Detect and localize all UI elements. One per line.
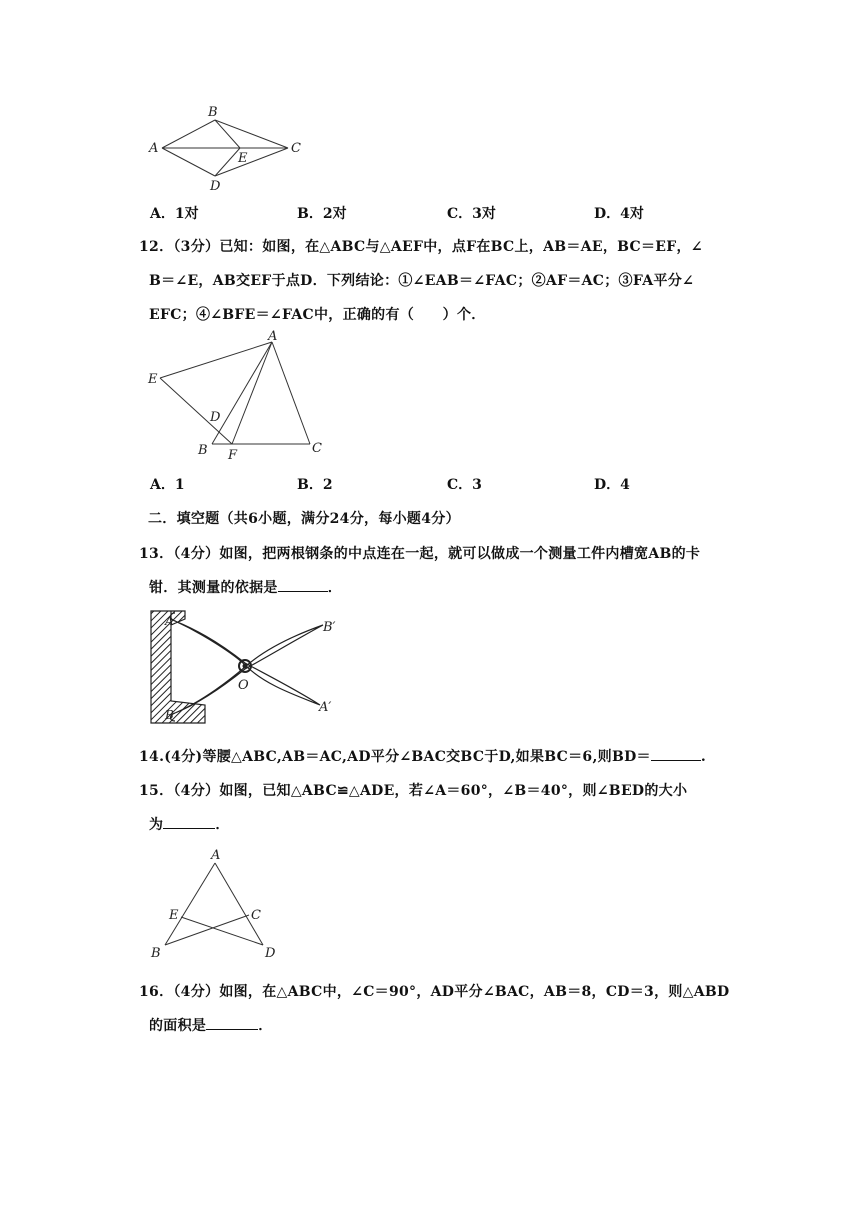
q13-figure	[145, 605, 355, 730]
q11-label-e: E	[238, 151, 248, 166]
q16-line-1: 16．（4分）如图，在△ABC中，∠C＝90°，AD平分∠BAC，AB＝8，CD＝3，则△ABD	[139, 984, 730, 1000]
q13-label-a: A	[165, 614, 174, 628]
q13-line-2-text: 钳．其测量的依据是	[149, 580, 278, 596]
q15-line-2	[149, 814, 230, 834]
q12-label-c: C	[312, 441, 322, 456]
q14-answer-blank[interactable]	[651, 746, 701, 761]
q12-option-b: B．2	[297, 477, 333, 493]
q11-label-d: D	[210, 179, 221, 194]
q12-label-f: F	[228, 448, 238, 463]
q13-label-o: O	[238, 678, 249, 693]
q16-line-2	[149, 1015, 273, 1035]
q11-option-a: A．1对	[150, 206, 199, 222]
q11-label-c: C	[291, 141, 301, 156]
q14-text: 14.(4分)等腰△ABC,AB＝AC,AD平分∠BAC交BC于D,如果BC＝6,则BD＝	[139, 749, 651, 765]
q12-line-1: 12．（3分）已知：如图，在△ABC与△AEF中，点F在BC上，AB＝AE，BC＝EF，∠	[139, 239, 703, 255]
q12-option-d: D．4	[594, 477, 630, 493]
q14-end: .	[700, 749, 706, 765]
q16-answer-blank[interactable]	[206, 1015, 258, 1030]
q16-line-2-text: 的面积是	[149, 1018, 207, 1034]
q11-label-b: B	[208, 105, 218, 120]
q12-label-d: D	[210, 410, 221, 425]
q11-option-b: B．2对	[297, 206, 347, 222]
q15-line-2-end: ．	[215, 817, 230, 833]
q13-answer-blank[interactable]	[278, 577, 328, 592]
q13-line-1: 13．（4分）如图，把两根钢条的中点连在一起，就可以做成一个测量工件内槽宽AB的卡	[139, 546, 701, 562]
q11-option-c: C．3对	[447, 206, 496, 222]
q15-label-a: A	[211, 848, 221, 863]
q11-option-d: D．4对	[594, 206, 644, 222]
q13-line-2	[149, 577, 342, 597]
q12-label-e: E	[148, 372, 158, 387]
q12-line-3: EFC；④∠BFE＝∠FAC中，正确的有（ ）个．	[149, 307, 486, 323]
q11-label-a: A	[149, 141, 159, 156]
q11-figure	[140, 100, 320, 195]
q13-label-b: B	[165, 708, 174, 722]
q16-line-2-end: ．	[258, 1018, 273, 1034]
q15-label-c: C	[251, 908, 261, 923]
q12-option-c: C．3	[447, 477, 482, 493]
q15-line-1: 15．（4分）如图，已知△ABC≌△ADE，若∠A＝60°，∠B＝40°，则∠BED的大小	[139, 783, 688, 799]
q15-label-d: D	[265, 946, 276, 961]
q15-line-2-text: 为	[149, 817, 164, 833]
q15-label-b: B	[151, 946, 161, 961]
q15-label-e: E	[169, 908, 179, 923]
q12-line-2: B＝∠E，AB交EF于点D．下列结论：①∠EAB＝∠FAC；②AF＝AC；③FA平分∠	[149, 273, 695, 289]
q13-line-2-end: ．	[327, 580, 343, 596]
q14-line	[139, 746, 706, 766]
q12-label-b: B	[198, 443, 208, 458]
q13-label-b-prime: B′	[323, 620, 336, 635]
q12-figure	[140, 328, 340, 463]
section-heading: 二．填空题（共6小题，满分24分，每小题4分）	[148, 511, 460, 527]
q15-figure	[145, 845, 285, 965]
q13-label-a-prime: A′	[319, 700, 332, 715]
q12-label-a: A	[268, 329, 278, 344]
q15-answer-blank[interactable]	[163, 814, 215, 829]
q12-option-a: A．1	[150, 477, 185, 493]
